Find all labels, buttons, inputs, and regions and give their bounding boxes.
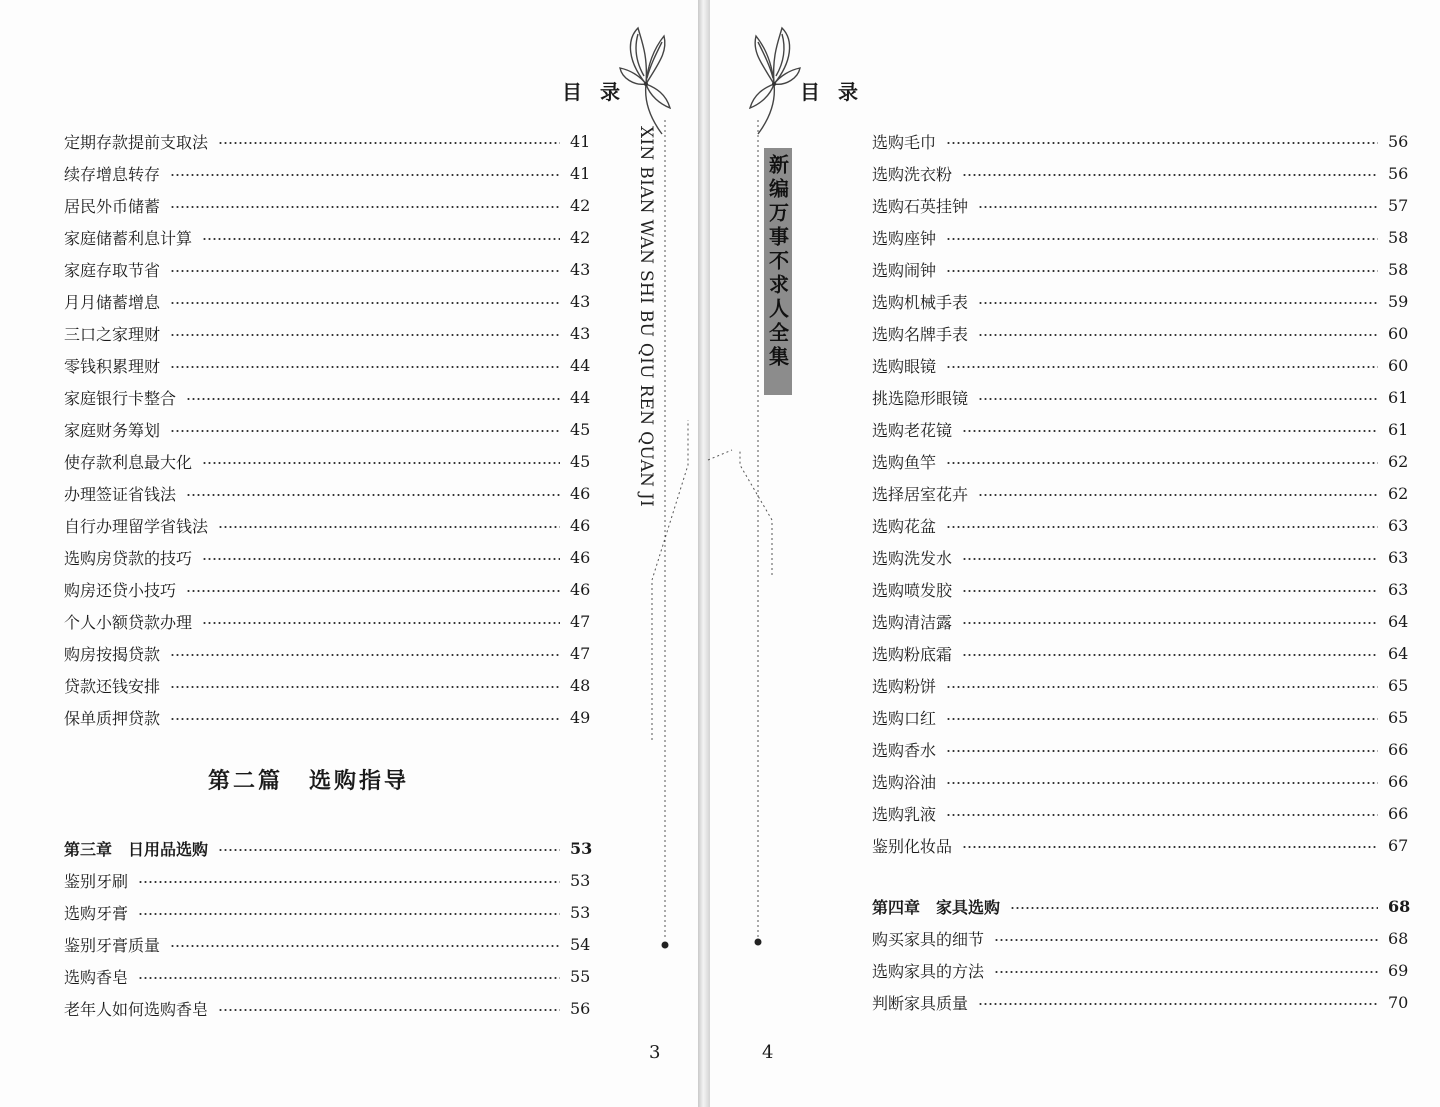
toc-leader-dots	[978, 1003, 1378, 1005]
toc-entry-page: 42	[570, 195, 591, 215]
toc-entry-title: 鉴别牙刷	[64, 871, 129, 891]
running-title-vertical: XIN BIAN WAN SHI BU QIU REN QUAN JI	[636, 126, 656, 508]
toc-leader-dots	[218, 1009, 560, 1011]
toc-entry-page: 48	[570, 675, 591, 695]
toc-entry-page: 57	[1388, 195, 1409, 215]
toc-leader-dots	[170, 206, 560, 208]
toc-entry	[64, 992, 590, 1024]
toc-entry-title: 选购洗衣粉	[872, 164, 953, 184]
toc-entry-title: 办理签证省钱法	[64, 484, 177, 504]
toc-entry-page: 45	[570, 419, 591, 439]
toc-leader-dots	[946, 238, 1378, 240]
toc-leader-dots	[946, 462, 1378, 464]
toc-entry-page: 66	[1388, 739, 1409, 759]
toc-entry	[64, 253, 590, 285]
toc-entry-title: 选购浴油	[872, 772, 937, 792]
toc-entry-page: 47	[570, 611, 591, 631]
toc-entry-title: 第四章 家具选购	[872, 897, 1001, 917]
toc-entry	[872, 509, 1408, 541]
toc-leader-dots	[170, 334, 560, 336]
toc-leader-dots	[202, 558, 560, 560]
toc-leader-dots	[946, 782, 1378, 784]
toc-entry-page: 67	[1388, 835, 1409, 855]
toc-entry-title: 选购家具的方法	[872, 961, 985, 981]
toc-entry	[64, 896, 590, 928]
toc-leader-dots	[170, 270, 560, 272]
toc-leader-dots	[946, 270, 1378, 272]
toc-entry	[872, 541, 1408, 573]
toc-entry-page: 41	[570, 163, 591, 183]
toc-leader-dots	[994, 971, 1378, 973]
book-title-vertical: 新编万事不求人全集	[765, 154, 790, 370]
toc-entry-page: 49	[570, 707, 591, 727]
toc-leader-dots	[218, 849, 560, 851]
toc-entry	[64, 864, 590, 896]
toc-entry-title: 鉴别化妆品	[872, 836, 953, 856]
toc-entry	[872, 445, 1408, 477]
toc-entry-title: 选购喷发胶	[872, 580, 953, 600]
toc-entry	[872, 829, 1408, 861]
toc-leader-dots	[962, 590, 1378, 592]
toc-entry-title: 选购粉底霜	[872, 644, 953, 664]
toc-leader-dots	[170, 174, 560, 176]
toc-entry-page: 42	[570, 227, 591, 247]
toc-entry-title: 判断家具质量	[872, 993, 969, 1013]
toc-entry-title: 老年人如何选购香皂	[64, 999, 209, 1019]
toc-leader-dots	[978, 302, 1378, 304]
toc-entry-title: 续存增息转存	[64, 164, 161, 184]
toc-entry-page: 62	[1388, 451, 1409, 471]
toc-entry-title: 选购牙膏	[64, 903, 129, 923]
toc-entry	[872, 157, 1408, 189]
toc-entry-title: 挑选隐形眼镜	[872, 388, 969, 408]
toc-entry	[872, 637, 1408, 669]
toc-leader-dots	[962, 654, 1378, 656]
toc-entry	[64, 960, 590, 992]
toc-entry	[872, 349, 1408, 381]
toc-entry-title: 选购石英挂钟	[872, 196, 969, 216]
toc-entry	[872, 189, 1408, 221]
toc-entry-page: 60	[1388, 355, 1409, 375]
toc-entry-title: 选购香皂	[64, 967, 129, 987]
toc-chapter-entry	[872, 890, 1411, 922]
page-number-left: 3	[649, 1042, 661, 1063]
toc-entry-title: 选购眼镜	[872, 356, 937, 376]
toc-list-left-bottom	[64, 832, 593, 1024]
toc-leader-dots	[962, 174, 1378, 176]
toc-entry-title: 鉴别牙膏质量	[64, 935, 161, 955]
toc-entry-title: 选购花盆	[872, 516, 937, 536]
toc-entry-title: 月月储蓄增息	[64, 292, 161, 312]
toc-entry-title: 选购乳液	[872, 804, 937, 824]
toc-list-right-bottom	[872, 890, 1411, 1018]
toc-entry-title: 选购名牌手表	[872, 324, 969, 344]
toc-leader-dots	[962, 558, 1378, 560]
toc-entry	[64, 701, 590, 733]
toc-entry-title: 零钱积累理财	[64, 356, 161, 376]
toc-entry-page: 43	[570, 259, 591, 279]
toc-leader-dots	[946, 686, 1378, 688]
toc-leader-dots	[138, 977, 560, 979]
toc-leader-dots	[138, 881, 560, 883]
toc-entry	[64, 573, 590, 605]
toc-entry	[64, 285, 590, 317]
toc-entry	[64, 221, 590, 253]
toc-entry-page: 59	[1388, 291, 1409, 311]
toc-entry-page: 61	[1388, 419, 1409, 439]
toc-entry-title: 自行办理留学省钱法	[64, 516, 209, 536]
toc-entry-title: 选购闹钟	[872, 260, 937, 280]
left-page	[0, 0, 698, 1107]
toc-entry	[64, 157, 590, 189]
toc-entry-page: 66	[1388, 771, 1409, 791]
toc-entry-page: 63	[1388, 579, 1409, 599]
toc-chapter-entry	[64, 832, 593, 864]
toc-list-right-top	[872, 125, 1408, 861]
toc-entry	[64, 381, 590, 413]
part-title: 选购指导	[309, 769, 410, 794]
toc-entry	[64, 413, 590, 445]
toc-leader-dots	[218, 142, 560, 144]
toc-entry-title: 选择居室花卉	[872, 484, 969, 504]
toc-entry-page: 60	[1388, 323, 1409, 343]
toc-leader-dots	[978, 494, 1378, 496]
toc-leader-dots	[186, 494, 560, 496]
part-heading	[208, 764, 409, 795]
right-page	[710, 0, 1440, 1107]
toc-leader-dots	[186, 590, 560, 592]
toc-entry-title: 家庭存取节省	[64, 260, 161, 280]
toc-entry-page: 63	[1388, 547, 1409, 567]
page-number-right: 4	[762, 1042, 774, 1063]
toc-entry	[64, 509, 590, 541]
toc-entry-page: 65	[1388, 707, 1409, 727]
toc-entry-title: 选购粉饼	[872, 676, 937, 696]
toc-entry	[872, 701, 1408, 733]
toc-entry	[872, 954, 1408, 986]
toc-entry-page: 69	[1388, 960, 1409, 980]
toc-entry-title: 贷款还钱安排	[64, 676, 161, 696]
toc-entry	[872, 125, 1408, 157]
toc-entry-page: 44	[570, 355, 591, 375]
part-number: 第二篇	[208, 769, 284, 794]
toc-leader-dots	[946, 526, 1378, 528]
toc-entry-page: 53	[570, 870, 591, 890]
toc-leader-dots	[946, 814, 1378, 816]
toc-entry-title: 选购洗发水	[872, 548, 953, 568]
toc-entry-page: 55	[570, 966, 591, 986]
toc-leader-dots	[962, 430, 1378, 432]
toc-entry-title: 家庭银行卡整合	[64, 388, 177, 408]
toc-entry-page: 53	[570, 838, 593, 858]
toc-leader-dots	[978, 334, 1378, 336]
toc-entry	[64, 637, 590, 669]
toc-entry	[872, 413, 1408, 445]
toc-entry-title: 选购老花镜	[872, 420, 953, 440]
toc-leader-dots	[962, 846, 1378, 848]
toc-leader-dots	[946, 366, 1378, 368]
toc-list-left-top	[64, 125, 590, 733]
toc-entry-title: 居民外币储蓄	[64, 196, 161, 216]
toc-entry	[64, 928, 590, 960]
toc-entry-page: 61	[1388, 387, 1409, 407]
toc-entry	[872, 573, 1408, 605]
toc-leader-dots	[994, 939, 1378, 941]
toc-entry-page: 68	[1388, 896, 1411, 916]
toc-entry-page: 46	[570, 579, 591, 599]
toc-entry-page: 64	[1388, 643, 1409, 663]
toc-entry	[872, 381, 1408, 413]
toc-leader-dots	[170, 302, 560, 304]
toc-leader-dots	[946, 718, 1378, 720]
toc-leader-dots	[170, 718, 560, 720]
toc-entry-title: 第三章 日用品选购	[64, 839, 209, 859]
toc-entry-title: 选购香水	[872, 740, 937, 760]
toc-entry-page: 53	[570, 902, 591, 922]
toc-leader-dots	[186, 398, 560, 400]
toc-entry-title: 保单质押贷款	[64, 708, 161, 728]
toc-entry-page: 66	[1388, 803, 1409, 823]
toc-entry-page: 56	[1388, 131, 1409, 151]
toc-entry	[64, 317, 590, 349]
toc-leader-dots	[202, 622, 560, 624]
toc-entry-title: 购买家具的细节	[872, 929, 985, 949]
toc-leader-dots	[962, 622, 1378, 624]
toc-entry-page: 70	[1388, 992, 1409, 1012]
toc-leader-dots	[170, 686, 560, 688]
toc-entry-page: 58	[1388, 227, 1409, 247]
toc-entry	[872, 986, 1408, 1018]
toc-entry-page: 47	[570, 643, 591, 663]
toc-entry-title: 三口之家理财	[64, 324, 161, 344]
toc-entry-page: 62	[1388, 483, 1409, 503]
toc-entry	[872, 765, 1408, 797]
toc-entry-title: 家庭财务筹划	[64, 420, 161, 440]
decorative-dotted-lines	[600, 120, 800, 960]
toc-entry-page: 64	[1388, 611, 1409, 631]
toc-entry	[64, 541, 590, 573]
toc-entry-page: 46	[570, 547, 591, 567]
toc-entry-page: 63	[1388, 515, 1409, 535]
toc-entry	[872, 797, 1408, 829]
toc-entry	[64, 125, 590, 157]
toc-entry	[872, 733, 1408, 765]
toc-entry	[872, 669, 1408, 701]
toc-entry-page: 54	[570, 934, 591, 954]
toc-entry-page: 56	[570, 998, 591, 1018]
toc-entry-title: 购房还贷小技巧	[64, 580, 177, 600]
toc-entry-page: 68	[1388, 928, 1409, 948]
toc-leader-dots	[1010, 907, 1378, 909]
toc-entry-page: 45	[570, 451, 591, 471]
toc-entry	[872, 221, 1408, 253]
toc-entry	[872, 285, 1408, 317]
toc-entry-page: 65	[1388, 675, 1409, 695]
toc-entry	[64, 445, 590, 477]
toc-entry-title: 选购机械手表	[872, 292, 969, 312]
toc-entry-page: 41	[570, 131, 591, 151]
toc-entry-page: 44	[570, 387, 591, 407]
toc-entry	[64, 605, 590, 637]
toc-header-right: 目录	[800, 80, 876, 104]
toc-entry	[872, 317, 1408, 349]
toc-entry	[64, 349, 590, 381]
toc-leader-dots	[170, 945, 560, 947]
toc-entry	[872, 605, 1408, 637]
toc-entry-title: 选购鱼竿	[872, 452, 937, 472]
toc-entry-page: 43	[570, 323, 591, 343]
toc-entry-title: 定期存款提前支取法	[64, 132, 209, 152]
toc-entry-title: 选购座钟	[872, 228, 937, 248]
toc-leader-dots	[946, 142, 1378, 144]
toc-entry-title: 个人小额贷款办理	[64, 612, 193, 632]
toc-entry	[64, 189, 590, 221]
toc-entry-page: 58	[1388, 259, 1409, 279]
toc-entry-page: 46	[570, 483, 591, 503]
toc-entry-page: 46	[570, 515, 591, 535]
toc-entry-title: 选购房贷款的技巧	[64, 548, 193, 568]
toc-leader-dots	[978, 398, 1378, 400]
toc-entry	[872, 477, 1408, 509]
toc-leader-dots	[218, 526, 560, 528]
toc-entry	[872, 922, 1408, 954]
toc-leader-dots	[202, 462, 560, 464]
toc-entry	[64, 477, 590, 509]
toc-entry	[872, 253, 1408, 285]
toc-entry-title: 使存款利息最大化	[64, 452, 193, 472]
toc-leader-dots	[138, 913, 560, 915]
toc-entry	[64, 669, 590, 701]
toc-entry-title: 选购毛巾	[872, 132, 937, 152]
toc-leader-dots	[202, 238, 560, 240]
toc-leader-dots	[170, 366, 560, 368]
toc-leader-dots	[170, 654, 560, 656]
toc-header-left: 目录	[562, 80, 638, 104]
toc-leader-dots	[978, 206, 1378, 208]
toc-leader-dots	[946, 750, 1378, 752]
toc-entry-title: 购房按揭贷款	[64, 644, 161, 664]
toc-entry-title: 选购清洁露	[872, 612, 953, 632]
toc-leader-dots	[170, 430, 560, 432]
toc-entry-title: 选购口红	[872, 708, 937, 728]
toc-entry-page: 43	[570, 291, 591, 311]
toc-entry-title: 家庭储蓄利息计算	[64, 228, 193, 248]
toc-entry-page: 56	[1388, 163, 1409, 183]
